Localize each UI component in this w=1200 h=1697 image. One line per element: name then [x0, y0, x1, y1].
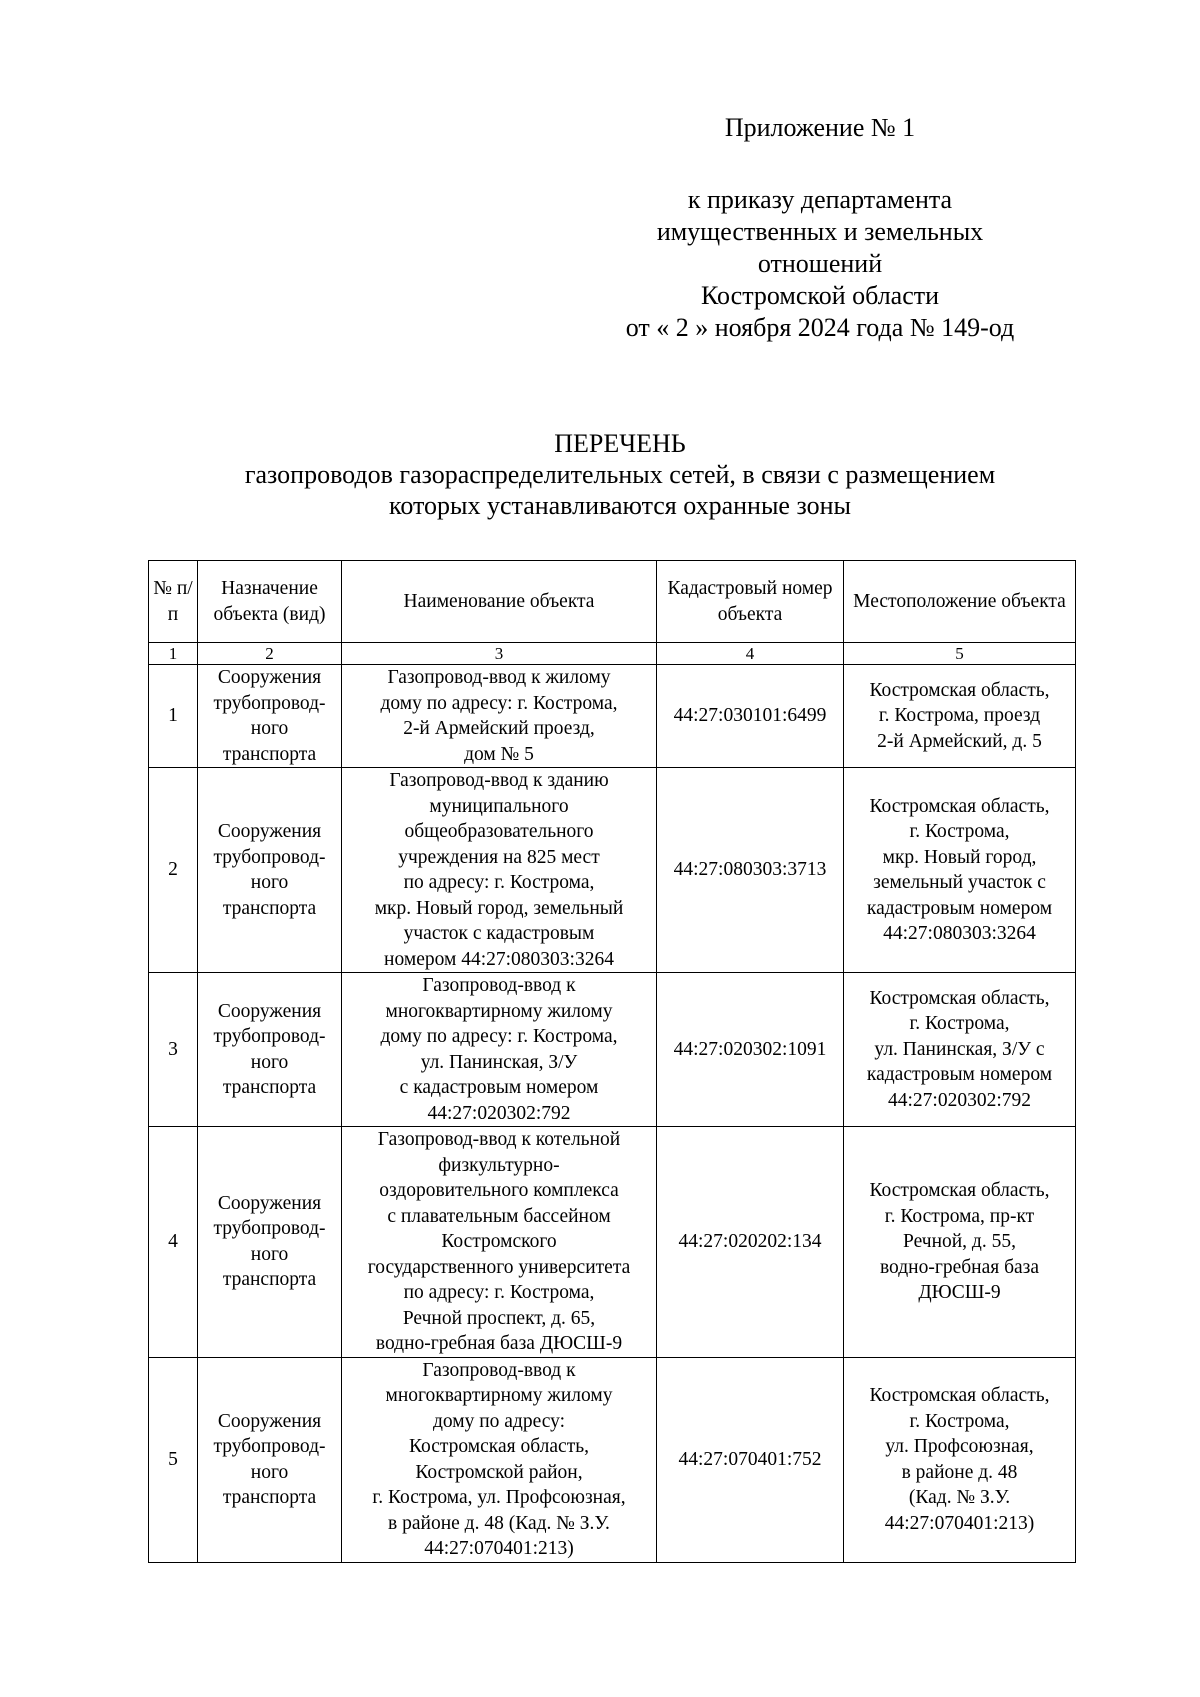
purpose-cell — [198, 1127, 342, 1358]
object-name-cell — [342, 973, 657, 1127]
cell-line: водно-гребная база ДЮСШ-9 — [375, 1333, 623, 1354]
cell-line: дому по адресу: — [432, 1410, 566, 1432]
cell-line: многоквартирному жилому — [385, 1000, 613, 1022]
appendix-line: от « 2 » ноября 2024 года № 149-од — [625, 313, 1015, 342]
appendix-line: к приказу департамента — [687, 185, 953, 214]
cell-line: дом № 5 — [464, 743, 534, 765]
header-line: объекта — [1001, 590, 1066, 612]
cell-line: 44:27:070401:213) — [884, 1512, 1035, 1534]
document-header — [140, 428, 1100, 521]
cell-line: Газопровод-ввод к котельной — [377, 1129, 621, 1150]
cell-line: 2-й Армейский проезд, — [403, 718, 595, 739]
table-row — [149, 768, 1076, 973]
cell-line: (Кад. № З.У. — [908, 1487, 1011, 1508]
cell-line: трубопровод- — [213, 1218, 326, 1240]
document-title: ПЕРЕЧЕНЬ — [554, 429, 686, 458]
cell-line: Костромского — [441, 1231, 557, 1252]
cell-line: ул. Панинская, З/У с — [874, 1038, 1045, 1060]
cell-line: Газопровод-ввод к — [422, 1359, 576, 1381]
table-row — [149, 973, 1076, 1127]
cell-line: Сооружения — [217, 1000, 322, 1022]
cadastral-number: 44:27:020202:134 — [657, 1127, 844, 1358]
cell-line: транспорта — [222, 1077, 317, 1098]
header-cell-location — [844, 561, 1076, 643]
appendix-line: имущественных и земельных — [656, 217, 984, 246]
appendix-title: Приложение № 1 — [724, 113, 916, 142]
cell-line: 2-й Армейский, д. 5 — [877, 730, 1042, 752]
cell-line: транспорта — [222, 897, 317, 919]
cell-line: Сооружения — [217, 1192, 322, 1214]
cell-line: государственного университета — [367, 1256, 631, 1278]
column-number: 1 — [149, 643, 198, 665]
cell-line: Сооружения — [217, 667, 322, 688]
cell-line: ного — [250, 1051, 289, 1073]
cell-line: Речной проспект, д. 65, — [402, 1307, 596, 1329]
header-cell-name — [342, 561, 657, 643]
purpose-cell — [198, 1357, 342, 1562]
cell-line: 44:27:020302:792 — [887, 1089, 1031, 1111]
cell-line: транспорта — [222, 743, 317, 765]
table-row — [149, 665, 1076, 768]
header-cell-purpose — [198, 561, 342, 643]
cell-line: кадастровым номером — [866, 897, 1053, 919]
header-line: объекта (вид) — [213, 603, 326, 625]
cell-line: оздоровительного комплекса — [379, 1180, 619, 1201]
row-number: 1 — [149, 665, 198, 768]
cell-line: г. Кострома, — [909, 1013, 1010, 1035]
cell-line: Газопровод-ввод к зданию — [389, 770, 609, 791]
object-name-cell — [342, 1127, 657, 1358]
cell-line: 44:27:080303:3264 — [883, 923, 1036, 944]
row-number: 3 — [149, 973, 198, 1127]
cell-line: земельный участок с — [873, 872, 1046, 893]
row-number: 4 — [149, 1127, 198, 1358]
object-name-cell — [342, 665, 657, 768]
object-name-cell — [342, 1357, 657, 1562]
appendix-block — [560, 112, 1080, 344]
cell-line: Костромская область, — [869, 987, 1050, 1009]
purpose-cell — [198, 973, 342, 1127]
header-line: Местоположение — [853, 590, 997, 612]
header-cell-number — [149, 561, 198, 643]
cell-line: трубопровод- — [213, 692, 326, 714]
cell-line: Костромская область, — [869, 1385, 1050, 1406]
cadastral-number: 44:27:080303:3713 — [657, 768, 844, 973]
cell-line: ного — [250, 1461, 289, 1483]
column-number: 2 — [198, 643, 342, 665]
appendix-line: отношений — [757, 249, 883, 278]
column-number: 3 — [342, 643, 657, 665]
cell-line: участок с кадастровым — [403, 923, 595, 944]
cell-line: муниципального — [429, 795, 569, 817]
cell-line: многоквартирному жилому — [385, 1385, 613, 1406]
location-cell — [844, 1127, 1076, 1358]
cadastral-number: 44:27:070401:752 — [657, 1357, 844, 1562]
location-cell — [844, 1357, 1076, 1562]
cadastral-number: 44:27:030101:6499 — [657, 665, 844, 768]
cell-line: номером 44:27:080303:3264 — [384, 948, 614, 970]
cell-line: по адресу: г. Кострома, — [403, 872, 595, 893]
registry-table — [148, 560, 1076, 1563]
table-row — [149, 1357, 1076, 1562]
cell-line: Костромская область, — [869, 1180, 1050, 1201]
header-line: номер объекта — [717, 578, 833, 625]
document-subtitle-line: газопроводов газораспределительных сетей, в связи с размещением — [244, 460, 996, 489]
cell-line: водно-гребная база — [879, 1256, 1040, 1278]
cell-line: 44:27:070401:213) — [424, 1538, 574, 1559]
cell-line: г. Кострома, — [909, 821, 1010, 842]
cell-line: 44:27:020302:792 — [427, 1102, 571, 1124]
appendix-line: Костромской области — [700, 281, 940, 310]
header-line: п/п — [167, 578, 193, 625]
cell-line: физкультурно- — [438, 1154, 560, 1176]
object-name-cell — [342, 768, 657, 973]
cell-line: транспорта — [222, 1487, 317, 1508]
purpose-cell — [198, 665, 342, 768]
cell-line: Сооружения — [217, 1410, 322, 1432]
cell-line: трубопровод- — [213, 846, 326, 868]
cell-line: мкр. Новый город, земельный — [374, 897, 624, 919]
row-number: 2 — [149, 768, 198, 973]
cell-line: в районе д. 48 (Кад. № З.У. — [388, 1512, 610, 1534]
cell-line: Газопровод-ввод к — [422, 975, 576, 996]
location-cell — [844, 973, 1076, 1127]
cell-line: г. Кострома, ул. Профсоюзная, — [372, 1487, 626, 1508]
cell-line: ул. Профсоюзная, — [885, 1436, 1034, 1457]
document-subtitle-line: которых устанавливаются охранные зоны — [389, 491, 851, 520]
header-line: № — [153, 578, 172, 599]
cell-line: общеобразовательного — [404, 821, 594, 842]
cell-line: г. Кострома, проезд — [878, 705, 1041, 727]
cell-line: дому по адресу: г. Кострома, — [380, 692, 618, 714]
cadastral-number: 44:27:020302:1091 — [657, 973, 844, 1127]
column-number-row — [149, 643, 1076, 665]
cell-line: Сооружения — [217, 821, 322, 842]
cell-line: Костромская область, — [869, 679, 1050, 701]
row-number: 5 — [149, 1357, 198, 1562]
cell-line: Костромской район, — [415, 1461, 583, 1483]
purpose-cell — [198, 768, 342, 973]
header-line: Назначение — [221, 578, 318, 599]
cell-line: ул. Панинская, З/У — [420, 1051, 578, 1073]
cell-line: Костромская область, — [408, 1436, 589, 1457]
header-line: Наименование объекта — [403, 590, 595, 612]
column-number: 4 — [657, 643, 844, 665]
cell-line: дому по адресу: г. Кострома, — [380, 1026, 618, 1047]
cell-line: Газопровод-ввод к жилому — [387, 667, 611, 688]
cell-line: мкр. Новый город, — [882, 846, 1037, 868]
cell-line: г. Кострома, пр-кт — [884, 1205, 1035, 1227]
cell-line: трубопровод- — [213, 1436, 326, 1457]
header-cell-cadastral — [657, 561, 844, 643]
header-line: Кадастровый — [667, 578, 778, 599]
location-cell — [844, 768, 1076, 973]
cell-line: ного — [250, 1243, 289, 1265]
table-header-row — [149, 561, 1076, 643]
cell-line: учреждения на 825 мест — [398, 846, 600, 868]
cell-line: Костромская область, — [869, 795, 1050, 817]
cell-line: г. Кострома, — [909, 1410, 1010, 1432]
cell-line: ДЮСШ-9 — [918, 1282, 1001, 1303]
table-row — [149, 1127, 1076, 1358]
cell-line: Речной, д. 55, — [903, 1231, 1016, 1252]
cell-line: кадастровым номером — [866, 1064, 1053, 1086]
cell-line: ного — [250, 872, 289, 893]
cell-line: ного — [250, 718, 289, 739]
cell-line: транспорта — [222, 1269, 317, 1291]
cell-line: с кадастровым номером — [399, 1077, 599, 1098]
column-number: 5 — [844, 643, 1076, 665]
cell-line: в районе д. 48 — [901, 1461, 1018, 1483]
cell-line: трубопровод- — [213, 1026, 326, 1047]
location-cell — [844, 665, 1076, 768]
cell-line: с плавательным бассейном — [387, 1205, 611, 1227]
cell-line: по адресу: г. Кострома, — [403, 1282, 595, 1303]
